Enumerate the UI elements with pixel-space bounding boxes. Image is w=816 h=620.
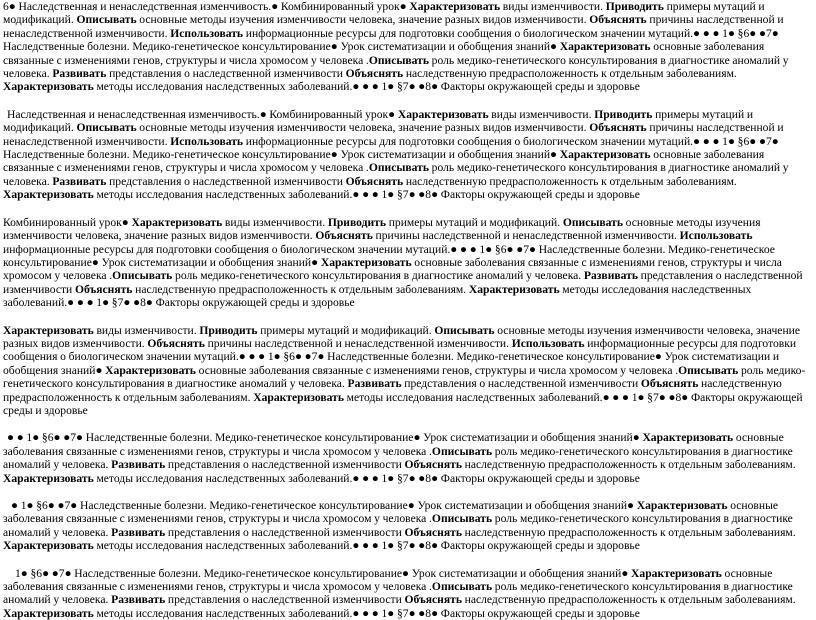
text-segment: информационные ресурсы для подготовки сообщения о биологическом значении мутаций.● ● ● 1● §6● ●7● Наследственные болезни. Медико-генетическое консультирование● Урок систематизации и обобщения знаний● [3, 242, 775, 269]
bold-keyword: Использовать [679, 229, 753, 243]
text-segment: представления о наследственной изменчивости [106, 67, 346, 81]
bold-keyword: Описывать [434, 323, 495, 337]
bold-keyword: Развивать [347, 377, 402, 391]
text-segment: основные методы изучения изменчивости человека, значение разных видов изменчивости. [3, 323, 801, 350]
text-segment: основные заболевания связанные с изменениями генов, структуры и числа хромосом у человека . [195, 363, 679, 377]
text-segment: наследственную предрасположенность к отдельным заболеваниям. [3, 377, 782, 404]
bold-keyword: Описывать [76, 13, 137, 27]
bold-keyword: Использовать [511, 336, 585, 350]
text-segment: представления о наследственной изменчивости [106, 174, 346, 188]
paragraph-7 [3, 567, 814, 620]
text-segment: наследственную предрасположенность к отдельным заболеваниям. [403, 174, 737, 188]
text-segment: причины наследственной и ненаследственной изменчивости. [372, 229, 680, 243]
text-segment: представления о наследственной изменчивости [165, 593, 405, 607]
bold-keyword: Характеризовать [559, 40, 651, 54]
bold-keyword: Описывать [112, 269, 173, 283]
text-segment: наследственную предрасположенность к отдельным заболеваниям. [403, 67, 737, 81]
bold-keyword: Объяснять [589, 13, 647, 27]
text-segment: основные методы изучения изменчивости человека, значение разных видов изменчивости. [136, 121, 590, 135]
text-segment: методы исследования наследственных заболеваний.● ● ● 1● §7● ●8● Факторы окружающей среды и здоровье [93, 188, 640, 202]
bold-keyword: Характеризовать [397, 107, 489, 121]
text-segment: виды изменчивости. [222, 215, 328, 229]
bold-keyword: Описывать [678, 363, 739, 377]
text-segment: примеры мутаций и модификаций. [3, 0, 765, 27]
bold-keyword: Объяснять [640, 377, 699, 391]
bold-keyword: Описывать [562, 215, 623, 229]
bold-keyword: Развивать [52, 67, 107, 81]
text-segment: виды изменчивости. [500, 0, 606, 13]
text-segment: представления о наследственной изменчивости [165, 458, 405, 472]
text-segment: 6● Наследственная и ненаследственная изменчивость.● Комбинированный урок● [3, 0, 410, 13]
text-segment: причины наследственной и ненаследственной изменчивости. [3, 121, 784, 148]
text-segment: Наследственная и ненаследственная изменчивость.● Комбинированный урок● [7, 107, 398, 121]
bold-keyword: Приводить [199, 323, 258, 337]
text-segment: наследственную предрасположенность к отдельным заболеваниям. [461, 458, 796, 472]
bold-keyword: Характеризовать [468, 282, 560, 296]
text-segment: методы исследования наследственных заболеваний.● ● ● 1● §7● ●8● Факторы окружающей среды и здоровье [3, 390, 803, 417]
text-segment: методы исследования наследственных заболеваний.● ● ● 1● §7● ●8● Факторы окружающей среды и здоровье [93, 80, 640, 94]
bold-keyword: Объяснять [74, 282, 133, 296]
bold-keyword: Характеризовать [105, 363, 196, 377]
text-segment: представления о наследственной изменчивости [165, 525, 405, 539]
bold-keyword: Развивать [111, 525, 166, 539]
text-segment: 1● §6● ●7● Наследственные болезни. Медико-генетическое консультирование● Урок систематизации и обобщения знаний● [15, 566, 632, 580]
bold-keyword: Описывать [368, 161, 429, 175]
paragraph-3 [3, 216, 814, 310]
bold-keyword: Приводить [327, 215, 386, 229]
bold-keyword: Объяснять [147, 336, 205, 350]
bold-keyword: Характеризовать [559, 148, 651, 162]
text-segment: методы исследования наследственных заболеваний.● ● ● 1● §7● ●8● Факторы окружающей среды и здоровье [93, 539, 640, 553]
text-segment: роль медико-генетического консультирования в диагностике аномалий у человека. [3, 53, 789, 81]
text-segment: роль медико-генетического консультирования в диагностике аномалий у человека. [3, 444, 793, 472]
bold-keyword: Характеризовать [409, 0, 501, 13]
paragraph-4 [3, 324, 814, 418]
text-segment: наследственную предрасположенность к отдельным заболеваниям. [132, 282, 469, 296]
bold-keyword: Характеризовать [3, 323, 94, 337]
text-segment: информационные ресурсы для подготовки сообщения о биологическом значении мутаций.● ● ● 1● §6● ●7● Наследственные болезни. Медико-генетическое консультирование● Урок систематизации и обобщения знаний● [3, 26, 779, 54]
text-segment: методы исследования наследственных заболеваний.● ● ● 1● §7● ●8● Факторы окружающей среды и здоровье [93, 606, 640, 620]
bold-keyword: Объяснять [404, 458, 462, 472]
text-segment: основные заболевания связанные с изменениями генов, структуры и числа хромосом у человека . [3, 431, 784, 458]
bold-keyword: Характеризовать [320, 255, 412, 269]
bold-keyword: Описывать [431, 580, 493, 594]
bold-keyword: Описывать [431, 512, 493, 526]
text-segment: причины наследственной и ненаследственной изменчивости. [204, 336, 512, 350]
bold-keyword: Объяснять [345, 67, 404, 81]
bold-keyword: Описывать [368, 53, 429, 67]
bold-keyword: Характеризовать [3, 606, 94, 620]
bold-keyword: Характеризовать [3, 80, 94, 94]
bold-keyword: Использовать [170, 26, 244, 40]
bold-keyword: Приводить [594, 107, 653, 121]
text-segment: ● ● 1● §6● ●7● Наследственные болезни. Медико-генетическое консультирование● Урок систематизации и обобщения знаний● [7, 431, 643, 445]
bold-keyword: Приводить [605, 0, 664, 13]
text-segment: основные заболевания связанные с изменениями генов, структуры и числа хромосом у человека . [3, 40, 765, 67]
paragraph-2 [3, 108, 814, 202]
text-segment: примеры мутаций и модификаций. [257, 323, 435, 337]
text-segment: примеры мутаций и модификаций. [386, 215, 563, 229]
bold-keyword: Описывать [76, 121, 137, 135]
text-segment: представления о наследственной изменчивости [3, 269, 803, 296]
bold-keyword: Развивать [583, 269, 638, 283]
bold-keyword: Характеризовать [631, 566, 722, 580]
text-segment: методы исследования наследственных заболеваний.● ● ● 1● §7● ●8● Факторы окружающей среды и здоровье [93, 471, 640, 485]
bold-keyword: Характеризовать [3, 471, 94, 485]
text-segment: роль медико-генетического консультирования в диагностике аномалий у человека. [3, 161, 789, 188]
text-segment: основные методы изучения изменчивости человека, значение разных видов изменчивости. [3, 215, 761, 243]
text-segment: основные заболевания связанные с изменениями генов, структуры и числа хромосом у человека . [3, 566, 773, 594]
bold-keyword: Объяснять [315, 229, 373, 243]
bold-keyword: Объяснять [345, 174, 404, 188]
bold-keyword: Объяснять [404, 593, 462, 607]
text-segment: основные заболевания связанные с изменениями генов, структуры и числа хромосом у человека . [3, 148, 765, 175]
text-segment: основные методы изучения изменчивости человека, значение разных видов изменчивости. [136, 13, 590, 27]
text-segment: примеры мутаций и модификаций. [3, 107, 754, 135]
bold-keyword: Характеризовать [3, 188, 94, 202]
text-segment: информационные ресурсы для подготовки сообщения о биологическом значении мутаций.● ● ● 1● §6● ●7● Наследственные болезни. Медико-генетическое консультирование● Урок систематизации и обобщения знаний● [3, 336, 797, 377]
bold-keyword: Использовать [170, 134, 244, 148]
text-segment: виды изменчивости. [93, 323, 200, 337]
text-segment: виды изменчивости. [488, 107, 595, 121]
bold-keyword: Развивать [111, 458, 166, 472]
bold-keyword: Характеризовать [253, 390, 344, 404]
bold-keyword: Характеризовать [642, 431, 734, 445]
paragraph-1 [3, 0, 814, 94]
text-segment: роль медико-генетического консультирования в диагностике аномалий у человека. [172, 269, 584, 283]
text-segment: наследственную предрасположенность к отдельным заболеваниям. [461, 593, 796, 607]
paragraph-5 [3, 431, 814, 485]
text-segment: основные заболевания связанные с изменениями генов, структуры и числа хромосом у человека . [3, 255, 782, 283]
bold-keyword: Характеризовать [3, 539, 94, 553]
bold-keyword: Объяснять [404, 525, 462, 539]
bold-keyword: Развивать [52, 174, 107, 188]
bold-keyword: Объяснять [589, 121, 647, 135]
text-segment: роль медико-генетического консультирования в диагностике аномалий у человека. [3, 580, 793, 607]
text-segment: представления о наследственной изменчивости [401, 377, 641, 391]
bold-keyword: Характеризовать [636, 499, 728, 512]
text-segment: причины наследственной и ненаследственной изменчивости. [3, 13, 784, 40]
text-segment: Комбинированный урок● [3, 215, 132, 229]
text-segment: наследственную предрасположенность к отдельным заболеваниям. [461, 525, 796, 539]
text-segment: основные заболевания связанные с изменениями генов, структуры и числа хромосом у человека . [3, 499, 779, 526]
bold-keyword: Развивать [111, 593, 166, 607]
paragraph-6 [3, 499, 814, 553]
text-segment: информационные ресурсы для подготовки сообщения о биологическом значении мутаций.● ● ● 1● §6● ●7● Наследственные болезни. Медико-генетическое консультирование● Урок систематизации и обобщения знаний● [3, 134, 779, 162]
text-segment: роль медико-генетического консультирования в диагностике аномалий у человека. [3, 363, 806, 391]
text-segment: ● 1● §6● ●7● Наследственные болезни. Медико-генетическое консультирование● Урок систематизации и обобщения знаний● [11, 499, 637, 512]
bold-keyword: Описывать [431, 444, 493, 458]
text-segment: роль медико-генетического консультирования в диагностике аномалий у человека. [3, 512, 793, 539]
bold-keyword: Характеризовать [131, 215, 223, 229]
text-segment: методы исследования наследственных заболеваний.● ● ● 1● §7● ●8● Факторы окружающей среды и здоровье [3, 282, 752, 310]
